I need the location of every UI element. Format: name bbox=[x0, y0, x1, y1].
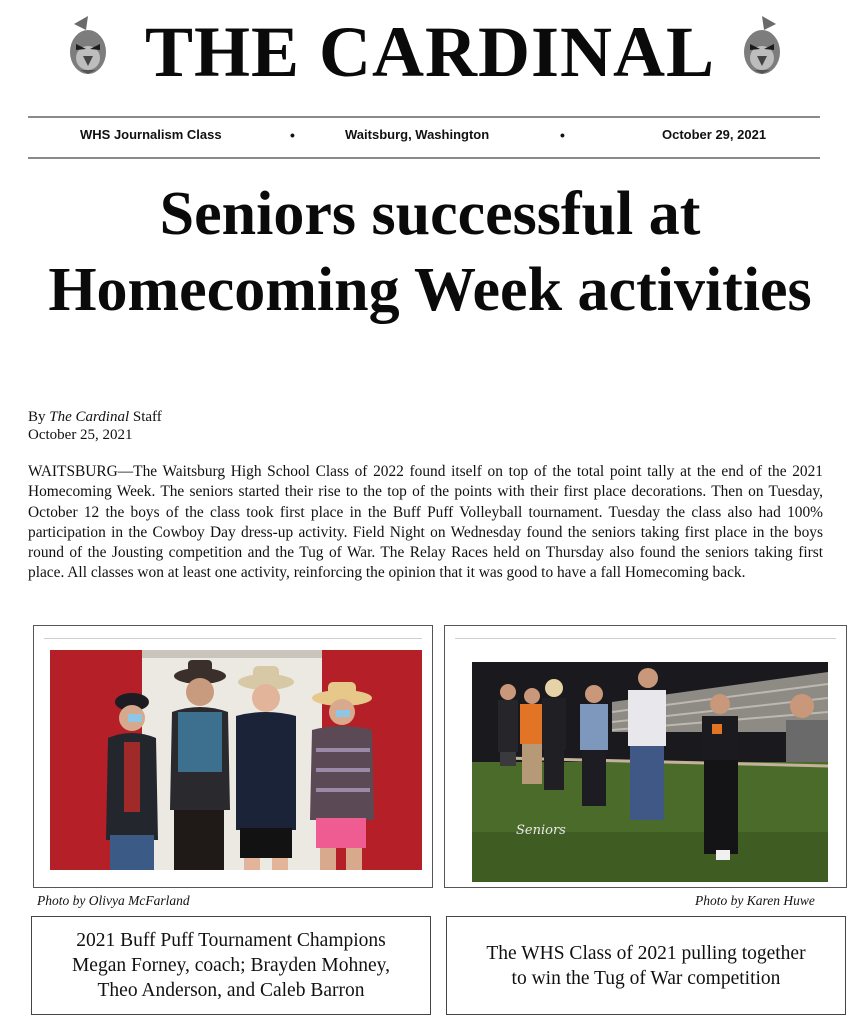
byline-date: October 25, 2021 bbox=[28, 427, 133, 443]
masthead-rule-top bbox=[28, 116, 820, 118]
photo-watermark: Seniors bbox=[516, 823, 566, 838]
frame-rule bbox=[44, 638, 422, 639]
masthead bbox=[0, 6, 860, 102]
dateline-location: Waitsburg, Washington bbox=[345, 127, 490, 142]
dateline-class: WHS Journalism Class bbox=[80, 127, 222, 142]
dateline-separator: • bbox=[560, 127, 565, 143]
photo-frame-right bbox=[444, 625, 847, 888]
photo-caption-right: The WHS Class of 2021 pulling together to win the Tug of War competition bbox=[486, 942, 806, 989]
group-photo-icon bbox=[50, 650, 422, 870]
byline bbox=[28, 408, 162, 444]
article-body: WAITSBURG—The Waitsburg High School Class of 2022 found itself on top of the total point tally at the end of the 2021 Homecoming Week. The seniors started their rise to the top of the points with their first place decorations. Then on Tuesday, October 12 the boys of the class took first place in the Buff Puff Volleyball tournament. Tuesday the class also had 100% participation in the Cowboy Day dress-up activity. Field Night on Wednesday found the seniors taking first place in the boys round of the Jousting competition and the Tug of War. The Relay Races held on Thursday also found the seniors taking first place. All classes won at least one activity, reinforcing the opinion that it was good to have a fall Homecoming back. bbox=[28, 463, 823, 582]
newspaper-title: THE CARDINAL bbox=[144, 12, 716, 92]
tug-of-war-photo-icon bbox=[472, 662, 828, 882]
caption-box-right bbox=[446, 916, 846, 1015]
photo-caption-left: 2021 Buff Puff Tournament Champions Megan Forney, coach; Brayden Mohney, Theo Anderson, and Caleb Barron bbox=[71, 930, 391, 1001]
cardinal-mascot-icon bbox=[740, 16, 784, 78]
dateline-date: October 29, 2021 bbox=[662, 127, 767, 142]
frame-rule bbox=[455, 638, 836, 639]
photo-frame-left bbox=[33, 625, 433, 888]
byline-publication: The Cardinal bbox=[49, 409, 130, 425]
caption-box-left bbox=[31, 916, 431, 1015]
photo-credit-right: Photo by Karen Huwe bbox=[695, 893, 815, 908]
byline-author: By The Cardinal Staff bbox=[28, 409, 162, 425]
photo-credit-left: Photo by Olivya McFarland bbox=[37, 893, 190, 908]
masthead-rule-bottom bbox=[28, 157, 820, 159]
article-headline: Seniors successful at Homecoming Week activities bbox=[48, 180, 812, 324]
dateline-separator: • bbox=[290, 127, 295, 143]
